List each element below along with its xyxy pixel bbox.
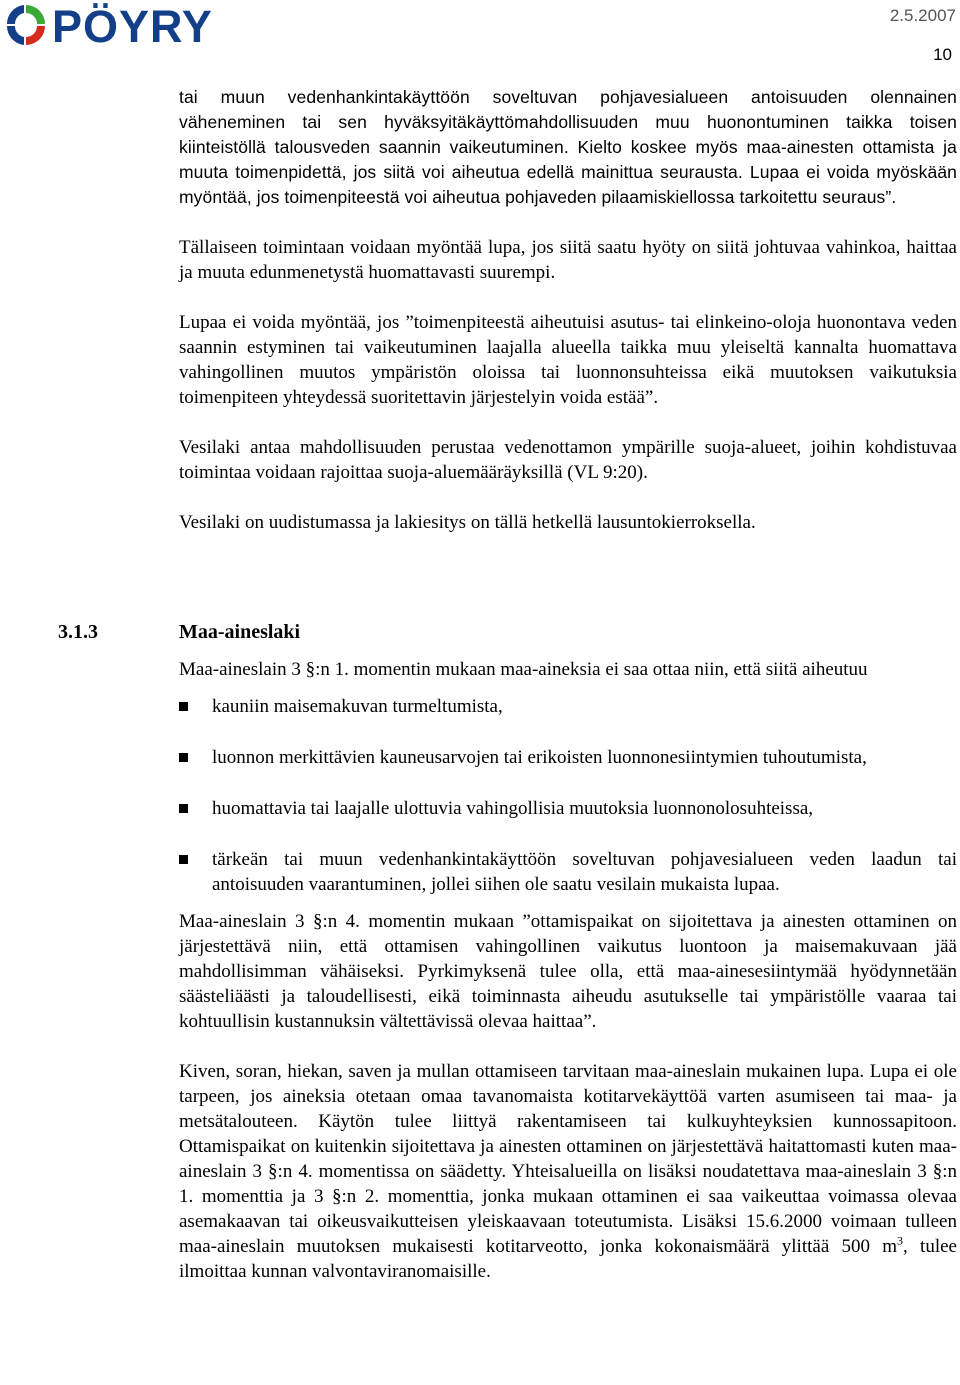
paragraph: Vesilaki on uudistumassa ja lakiesitys on tällä hetkellä lausuntokierroksella. — [179, 512, 756, 533]
paragraph: Tällaiseen toimintaan voidaan myöntää lupa, jos siitä saatu hyöty on siitä johtuvaa vahinkoa, haittaa ja muuta edunmenetystä huomattavasti suurempi. — [179, 237, 957, 283]
section-title: Maa-aineslaki — [179, 621, 301, 643]
brand-name: PÖYRY — [52, 0, 213, 52]
list-item: luonnon merkittävien kauneusarvojen tai erikoisten luonnonesiintymien tuhoutumista, — [179, 745, 957, 770]
square-bullet-icon — [179, 702, 188, 711]
bullet-list — [179, 694, 957, 897]
page-header — [0, 0, 960, 64]
superscript: 3 — [897, 1233, 904, 1248]
body-text-top — [179, 85, 957, 535]
section-body — [179, 657, 957, 1284]
poyry-logo — [4, 0, 213, 52]
paragraph: Vesilaki antaa mahdollisuuden perustaa vedenottamon ympärille suoja-alueet, joihin kohdistuvaa toimintaa voidaan rajoittaa suoja-aluemääräyksillä (VL 9:20). — [179, 437, 957, 483]
section-number: 3.1.3 — [58, 621, 98, 643]
page-number: 10 — [933, 45, 952, 64]
section-intro: Maa-aineslain 3 §:n 1. momentin mukaan maa-aineksia ei saa ottaa niin, että siitä aiheutuu — [179, 659, 868, 680]
list-item: huomattavia tai laajalle ulottuvia vahingollisia muutoksia luonnonolosuhteissa, — [179, 796, 957, 821]
square-bullet-icon — [179, 753, 188, 762]
paragraph: Kiven, soran, hiekan, saven ja mullan ottamiseen tarvitaan maa-aineslain mukainen lupa. Lupa ei ole tarpeen, jos aineksia otetaan omaa tavanomaista kotitarvekäyttöä varten asumiseen tai maa- ja metsätalouteen. Käytön tulee liittyä rakentamiseen tai kulkuyhteyksien kunnossapitoon. Ottamispaikat on kuitenkin sijoitettava ja ainesten ottaminen on järjestettävä haitattomasti kuten maa-aineslain 3 §:n 4. momentissa on säädetty. Yhteisalueilla on lisäksi noudatettava maa-aineslain 3 §:n 1. momenttia ja 3 §:n 2. momenttia, jonka mukaan ottaminen ei saa vaikeuttaa voimassa olevaa asemakaavan tai oikeusvaikutteisen yleiskaavaan toteutumista. Lisäksi 15.6.2000 voimaan tulleen maa-aineslain muutoksen mukaisesti kotitarveotto, jonka kokonaismäärä ylittää 500 $m^3$, tulee ilmoittaa kunnan valvontaviranomaisille. — [179, 1061, 957, 1282]
square-bullet-icon — [179, 804, 188, 813]
square-bullet-icon — [179, 855, 188, 864]
paragraph: tai muun vedenhankintakäyttöön soveltuvan pohjavesialueen antoisuuden olennainen väheneminen tai sen hyväksyitäkäyttömahdollisuuden muu huonontuminen taikka toisen kiinteistöllä talousveden saannin vaikeutuminen. Kielto koskee myös maa-ainesten ottamista ja muuta toimenpidettä, jos siitä voi aiheutua edellä mainittua seurausta. Lupaa ei voida myöskään myöntää, jos toimenpiteestä voi aiheutua pohjaveden pilaamiskiellossa tarkoitettu seuraus”. — [179, 87, 957, 207]
paragraph: Maa-aineslain 3 §:n 4. momentin mukaan ”ottamispaikat on sijoitettava ja ainesten ottaminen on järjestettävä niin, että ottamisen vahingollinen vaikutus luontoon ja maisemakuvaan jää mahdollisimman vähäiseksi. Pyrkimyksenä tulee olla, että maa-ainesesiintymää hyödynnetään säästeliäästi ja taloudellisesti, eikä toiminnasta aiheudu asutukselle tai ympäristölle vaaraa tai kohtuullisin kustannuksin vältettävissä olevaa haittaa”. — [179, 911, 957, 1032]
list-item: kauniin maisemakuvan turmeltumista, — [179, 694, 957, 719]
document-date: 2.5.2007 — [889, 6, 956, 25]
paragraph: Lupaa ei voida myöntää, jos ”toimenpiteestä aiheutuisi asutus- tai elinkeino-oloja huonontava veden saannin estyminen tai vaikeutuminen laajalla alueella taikka muu yleiseltä kannalta huomattava vahingollinen muutos ympäristön oloissa tai luonnonsuhteissa eikä muutoksen vaikutuksia toimenpiteen yhteydessä suoritettavin järjestelyin voida estää”. — [179, 312, 957, 408]
poyry-logo-icon — [4, 2, 48, 48]
list-item: tärkeän tai muun vedenhankintakäyttöön soveltuvan pohjavesialueen veden laadun tai antoisuuden vaarantuminen, jollei siihen ole saatu vesilain mukaista lupaa. — [179, 847, 957, 897]
